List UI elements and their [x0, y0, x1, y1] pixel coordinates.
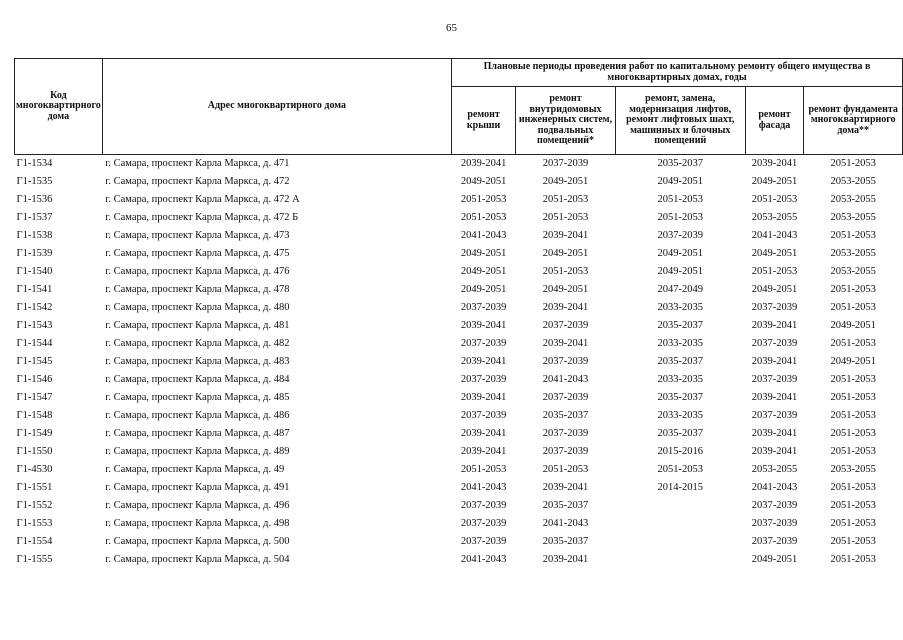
header-roof: ремонт крыши — [452, 87, 516, 155]
cell-code: Г1-1538 — [16, 230, 53, 242]
cell-foundation: 2051-2053 — [804, 155, 903, 174]
table-row — [15, 353, 903, 371]
cell-foundation: 2053-2055 — [830, 248, 876, 260]
cell-code: Г1-1543 — [16, 320, 53, 332]
cell-elevators: 2051-2053 — [657, 464, 703, 476]
cell-facade: 2039-2041 — [751, 446, 798, 458]
cell-facade: 2039-2041 — [751, 320, 798, 332]
cell-systems: 2037-2039 — [542, 428, 589, 440]
header-code: Код многоквартирного дома — [15, 59, 103, 155]
cell-foundation: 2049-2051 — [830, 320, 876, 332]
cell-roof: 2041-2043 — [460, 230, 507, 242]
cell-systems: 2039-2041 — [542, 554, 589, 566]
cell-systems: 2041-2043 — [542, 374, 589, 386]
cell-address: г. Самара, проспект Карла Маркса, д. 487 — [105, 428, 290, 440]
cell-address: г. Самара, проспект Карла Маркса, д. 484 — [105, 374, 290, 386]
cell-elevators — [615, 497, 745, 515]
cell-facade: 2037-2039 — [751, 410, 798, 422]
cell-address: г. Самара, проспект Карла Маркса, д. 472 Б — [105, 212, 299, 224]
cell-systems: 2035-2037 — [542, 536, 589, 548]
cell-code: Г1-1535 — [16, 176, 53, 188]
cell-address: г. Самара, проспект Карла Маркса, д. 476 — [105, 266, 290, 278]
cell-code: Г1-1552 — [16, 500, 53, 512]
table-row — [15, 443, 903, 461]
table-row — [15, 335, 903, 353]
cell-roof: 2049-2051 — [460, 266, 507, 278]
cell-code: Г1-1550 — [16, 446, 53, 458]
cell-foundation: 2051-2053 — [830, 536, 876, 548]
cell-facade: 2049-2051 — [751, 176, 798, 188]
cell-code: Г1-1534 — [15, 155, 103, 174]
cell-roof: 2039-2041 — [460, 356, 507, 368]
cell-systems: 2035-2037 — [542, 500, 589, 512]
header-periods-group: Плановые периоды проведения работ по капитальному ремонту общего имущества в многоквартирных домах, годы — [452, 59, 903, 87]
cell-code: Г1-1542 — [16, 302, 53, 314]
cell-facade: 2039-2041 — [751, 392, 798, 404]
cell-facade: 2041-2043 — [751, 230, 798, 242]
table-row — [15, 515, 903, 533]
cell-foundation: 2051-2053 — [830, 482, 876, 494]
cell-systems: 2037-2039 — [542, 356, 589, 368]
cell-address: г. Самара, проспект Карла Маркса, д. 478 — [105, 284, 290, 296]
table-row — [15, 389, 903, 407]
table-row — [15, 317, 903, 335]
cell-elevators — [615, 515, 745, 533]
cell-systems: 2037-2039 — [542, 320, 589, 332]
table-row — [15, 407, 903, 425]
cell-address: г. Самара, проспект Карла Маркса, д. 472 — [105, 176, 290, 188]
table-row — [15, 263, 903, 281]
capital-repair-table — [14, 58, 903, 569]
cell-roof: 2041-2043 — [460, 554, 507, 566]
cell-address: г. Самара, проспект Карла Маркса, д. 481 — [105, 320, 290, 332]
cell-facade: 2051-2053 — [751, 194, 798, 206]
table-row — [15, 245, 903, 263]
cell-systems: 2049-2051 — [542, 176, 589, 188]
table-row — [15, 461, 903, 479]
cell-elevators: 2014-2015 — [657, 482, 703, 494]
cell-roof: 2037-2039 — [460, 518, 507, 530]
cell-roof: 2039-2041 — [460, 446, 507, 458]
cell-elevators: 2037-2039 — [657, 230, 703, 242]
cell-facade: 2039-2041 — [751, 356, 798, 368]
cell-roof: 2051-2053 — [460, 194, 507, 206]
cell-facade: 2037-2039 — [751, 302, 798, 314]
cell-roof: 2037-2039 — [460, 536, 507, 548]
cell-systems: 2039-2041 — [542, 302, 589, 314]
cell-foundation: 2053-2055 — [830, 176, 876, 188]
cell-roof: 2037-2039 — [460, 410, 507, 422]
cell-code: Г1-1541 — [16, 284, 53, 296]
cell-elevators: 2049-2051 — [657, 266, 703, 278]
cell-address: г. Самара, проспект Карла Маркса, д. 480 — [105, 302, 290, 314]
cell-facade: 2037-2039 — [751, 338, 798, 350]
cell-foundation: 2051-2053 — [830, 428, 876, 440]
cell-roof: 2051-2053 — [460, 464, 507, 476]
table-row — [15, 281, 903, 299]
cell-roof: 2049-2051 — [460, 248, 507, 260]
cell-code: Г1-1551 — [16, 482, 53, 494]
cell-address: г. Самара, проспект Карла Маркса, д. 473 — [105, 230, 290, 242]
cell-systems: 2051-2053 — [542, 266, 589, 278]
table-row — [15, 191, 903, 209]
cell-foundation: 2053-2055 — [830, 194, 876, 206]
cell-elevators: 2051-2053 — [657, 194, 703, 206]
cell-elevators: 2035-2037 — [615, 155, 745, 174]
table-row — [15, 551, 903, 569]
cell-address: г. Самара, проспект Карла Маркса, д. 475 — [105, 248, 290, 260]
cell-code: Г1-1547 — [16, 392, 53, 404]
table-row — [15, 533, 903, 551]
cell-roof: 2049-2051 — [460, 176, 507, 188]
cell-address: г. Самара, проспект Карла Маркса, д. 472 А — [105, 194, 300, 206]
table-row — [15, 371, 903, 389]
cell-elevators — [615, 551, 745, 569]
cell-foundation: 2051-2053 — [830, 284, 876, 296]
cell-roof: 2037-2039 — [460, 338, 507, 350]
cell-facade: 2051-2053 — [751, 266, 798, 278]
cell-systems: 2039-2041 — [542, 230, 589, 242]
cell-code: Г1-4530 — [16, 464, 53, 476]
cell-foundation: 2051-2053 — [830, 410, 876, 422]
table-row — [15, 479, 903, 497]
cell-elevators: 2035-2037 — [657, 320, 703, 332]
cell-foundation: 2051-2053 — [830, 446, 876, 458]
cell-elevators: 2035-2037 — [657, 392, 703, 404]
cell-address: г. Самара, проспект Карла Маркса, д. 504 — [105, 554, 290, 566]
cell-code: Г1-1539 — [16, 248, 53, 260]
cell-facade: 2037-2039 — [751, 518, 798, 530]
cell-address: г. Самара, проспект Карла Маркса, д. 49 — [105, 464, 285, 476]
table-row — [15, 155, 903, 174]
cell-roof: 2039-2041 — [460, 392, 507, 404]
cell-foundation: 2049-2051 — [830, 356, 876, 368]
cell-address: г. Самара, проспект Карла Маркса, д. 485 — [105, 392, 290, 404]
table-row — [15, 497, 903, 515]
cell-elevators: 2033-2035 — [657, 302, 703, 314]
cell-systems: 2039-2041 — [542, 338, 589, 350]
cell-elevators: 2035-2037 — [657, 428, 703, 440]
cell-code: Г1-1536 — [16, 194, 53, 206]
cell-roof: 2039-2041 — [460, 428, 507, 440]
table-row — [15, 425, 903, 443]
cell-code: Г1-1546 — [16, 374, 53, 386]
cell-facade: 2053-2055 — [751, 464, 798, 476]
cell-foundation: 2051-2053 — [830, 392, 876, 404]
cell-elevators: 2033-2035 — [657, 374, 703, 386]
cell-elevators: 2035-2037 — [657, 356, 703, 368]
cell-elevators — [615, 533, 745, 551]
cell-elevators: 2015-2016 — [657, 446, 703, 458]
cell-address: г. Самара, проспект Карла Маркса, д. 500 — [105, 536, 290, 548]
table-body — [15, 155, 903, 570]
cell-address: г. Самара, проспект Карла Маркса, д. 489 — [105, 446, 290, 458]
cell-address: г. Самара, проспект Карла Маркса, д. 496 — [105, 500, 290, 512]
table-row — [15, 299, 903, 317]
cell-systems: 2051-2053 — [542, 212, 589, 224]
header-address: Адрес многоквартирного дома — [102, 59, 451, 155]
cell-elevators: 2051-2053 — [657, 212, 703, 224]
cell-code: Г1-1544 — [16, 338, 53, 350]
cell-elevators: 2033-2035 — [657, 338, 703, 350]
cell-code: Г1-1549 — [16, 428, 53, 440]
cell-foundation: 2051-2053 — [830, 500, 876, 512]
cell-facade: 2037-2039 — [751, 374, 798, 386]
cell-facade: 2039-2041 — [751, 428, 798, 440]
cell-roof: 2037-2039 — [460, 500, 507, 512]
header-systems: ремонт внутридомовых инженерных систем, подвальных помещений* — [516, 87, 616, 155]
cell-elevators: 2047-2049 — [657, 284, 703, 296]
cell-address: г. Самара, проспект Карла Маркса, д. 482 — [105, 338, 290, 350]
table-row — [15, 227, 903, 245]
cell-systems: 2051-2053 — [542, 464, 589, 476]
cell-foundation: 2051-2053 — [830, 338, 876, 350]
cell-elevators: 2049-2051 — [657, 248, 703, 260]
cell-systems: 2049-2051 — [542, 248, 589, 260]
cell-code: Г1-1554 — [16, 536, 53, 548]
cell-roof: 2039-2041 — [460, 320, 507, 332]
cell-foundation: 2053-2055 — [830, 464, 876, 476]
header-foundation: ремонт фундамента многоквартирного дома** — [804, 87, 903, 155]
cell-facade: 2041-2043 — [751, 482, 798, 494]
cell-systems: 2037-2039 — [516, 155, 616, 174]
cell-facade: 2049-2051 — [751, 248, 798, 260]
cell-facade: 2039-2041 — [745, 155, 804, 174]
cell-code: Г1-1545 — [16, 356, 53, 368]
cell-systems: 2051-2053 — [542, 194, 589, 206]
cell-facade: 2037-2039 — [751, 500, 798, 512]
cell-roof: 2041-2043 — [460, 482, 507, 494]
header-elevators: ремонт, замена, модернизация лифтов, ремонт лифтовых шахт, машинных и блочных помещений — [615, 87, 745, 155]
cell-address: г. Самара, проспект Карла Маркса, д. 491 — [105, 482, 290, 494]
cell-roof: 2037-2039 — [460, 302, 507, 314]
cell-foundation: 2051-2053 — [830, 374, 876, 386]
cell-foundation: 2051-2053 — [830, 554, 876, 566]
cell-facade: 2049-2051 — [751, 554, 798, 566]
cell-code: Г1-1548 — [16, 410, 53, 422]
cell-facade: 2053-2055 — [751, 212, 798, 224]
cell-foundation: 2053-2055 — [830, 212, 876, 224]
cell-elevators: 2033-2035 — [657, 410, 703, 422]
cell-code: Г1-1537 — [16, 212, 53, 224]
cell-roof: 2039-2041 — [452, 155, 516, 174]
cell-address: г. Самара, проспект Карла Маркса, д. 483 — [105, 356, 290, 368]
cell-systems: 2035-2037 — [542, 410, 589, 422]
table-header — [15, 59, 903, 155]
cell-address: г. Самара, проспект Карла Маркса, д. 498 — [105, 518, 290, 530]
cell-address: г. Самара, проспект Карла Маркса, д. 486 — [105, 410, 290, 422]
cell-foundation: 2053-2055 — [830, 266, 876, 278]
cell-roof: 2037-2039 — [460, 374, 507, 386]
cell-facade: 2049-2051 — [751, 284, 798, 296]
cell-systems: 2039-2041 — [542, 482, 589, 494]
cell-foundation: 2051-2053 — [830, 230, 876, 242]
page-number: 65 — [446, 22, 457, 34]
header-facade: ремонт фасада — [745, 87, 804, 155]
cell-foundation: 2051-2053 — [830, 302, 876, 314]
cell-code: Г1-1553 — [16, 518, 53, 530]
cell-systems: 2041-2043 — [542, 518, 589, 530]
cell-elevators: 2049-2051 — [657, 176, 703, 188]
table-row — [15, 209, 903, 227]
cell-systems: 2049-2051 — [542, 284, 589, 296]
table-row — [15, 173, 903, 191]
cell-facade: 2037-2039 — [751, 536, 798, 548]
cell-code: Г1-1555 — [16, 554, 53, 566]
cell-systems: 2037-2039 — [542, 446, 589, 458]
cell-address: г. Самара, проспект Карла Маркса, д. 471 — [102, 155, 451, 174]
cell-roof: 2049-2051 — [460, 284, 507, 296]
cell-roof: 2051-2053 — [460, 212, 507, 224]
cell-foundation: 2051-2053 — [830, 518, 876, 530]
cell-code: Г1-1540 — [16, 266, 53, 278]
cell-systems: 2037-2039 — [542, 392, 589, 404]
